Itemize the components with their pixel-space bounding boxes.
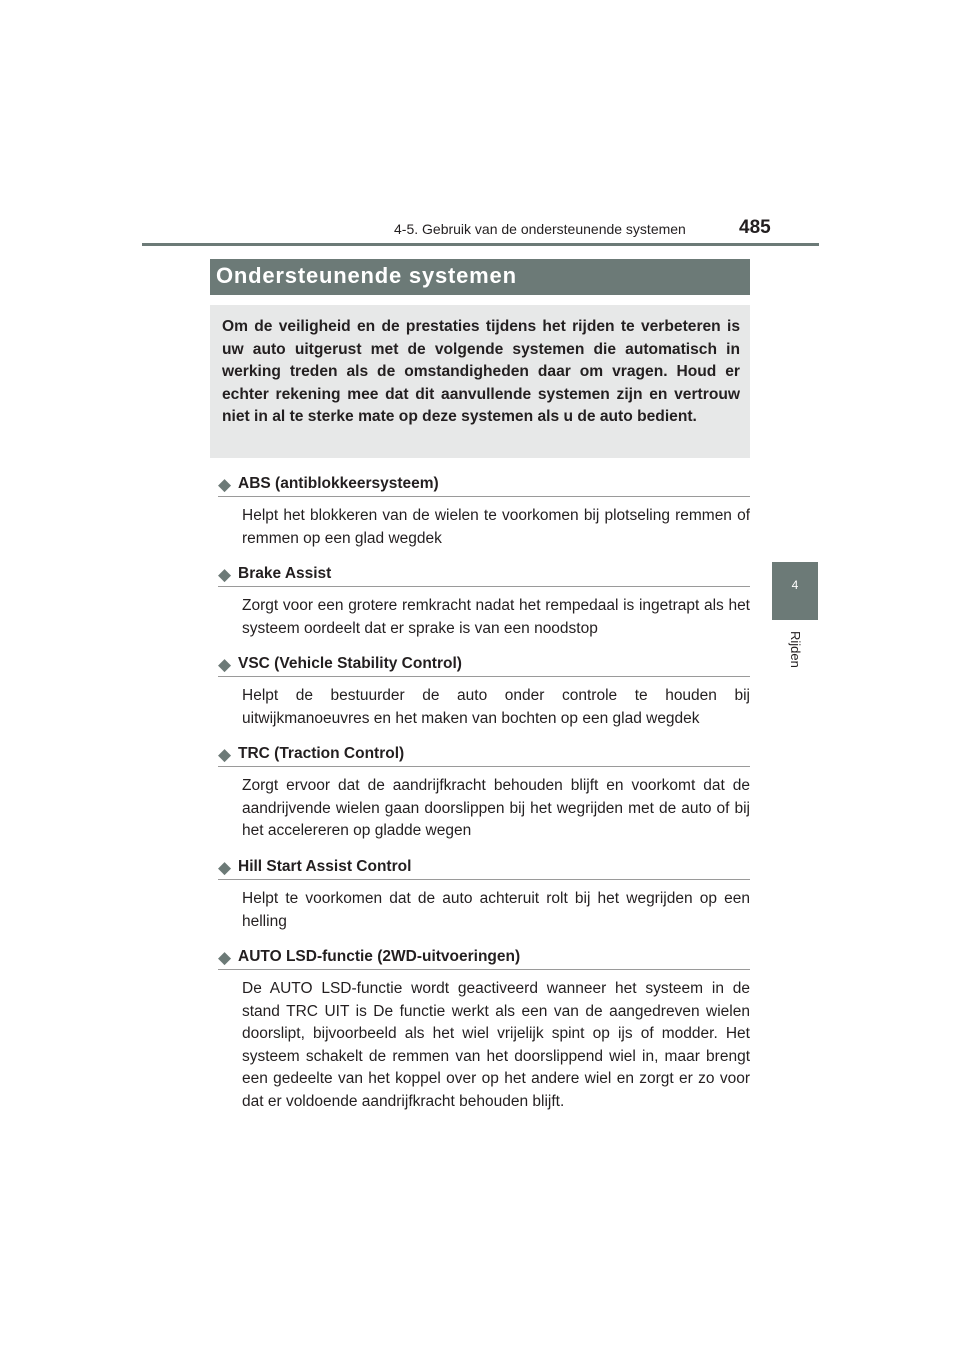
item-description: Helpt de bestuurder de auto onder controle te houden bij uitwijkmanoeuvres en het maken van bochten op een glad wegdek: [242, 687, 750, 727]
item-heading-row: [218, 945, 750, 970]
diamond-bullet-icon: ◆: [218, 654, 232, 674]
item-heading-row: [218, 855, 750, 880]
section-title-bar: [210, 259, 750, 295]
list-item: [218, 742, 750, 843]
item-title: TRC (Traction Control): [238, 745, 405, 762]
item-heading-row: [218, 742, 750, 767]
item-title: Brake Assist: [238, 565, 332, 582]
item-description: Zorgt voor een grotere remkracht nadat het rempedaal is ingetrapt als het systeem oordeelt dat er sprake is van een noodstop: [242, 597, 750, 637]
chapter-section-header: 4-5. Gebruik van de ondersteunende systemen: [394, 221, 686, 237]
item-title: AUTO LSD-functie (2WD-uitvoeringen): [238, 948, 521, 965]
intro-box: [210, 305, 750, 458]
item-description: Helpt te voorkomen dat de auto achteruit rolt bij het wegrijden op een helling: [242, 890, 750, 930]
intro-text: Om de veiligheid en de prestaties tijdens het rijden te verbeteren is uw auto uitgerust met de volgende systemen die automatisch in werking treden als de omstandigheden daar om vragen. Houd er echter rekening mee dat dit aanvullende systemen zijn en vertrouw niet in al te sterke mate op deze systemen als u de auto bedient.: [222, 318, 740, 426]
chapter-tab-number: 4: [791, 578, 799, 592]
list-item: [218, 855, 750, 933]
header-divider: [142, 243, 819, 246]
list-item: [218, 472, 750, 550]
item-description: De AUTO LSD-functie wordt geactiveerd wanneer het systeem in de stand TRC UIT is De functie werkt als een van de aangedreven wielen doorslipt, bijvoorbeeld als het wiel vrijelijk spint op ijs of modder. Het systeem schakelt de remmen van het doorslippend wiel in, maar brengt een gedeelte van het koppel over op het andere wiel en zorgt er zo voor dat er voldoende aandrijfkracht behouden blijft.: [242, 980, 750, 1110]
section-title: Ondersteunende systemen: [216, 263, 517, 288]
diamond-bullet-icon: ◆: [218, 857, 232, 877]
item-heading-row: [218, 652, 750, 677]
item-description: Helpt het blokkeren van de wielen te voorkomen bij plotseling remmen of remmen op een glad wegdek: [242, 507, 750, 547]
item-description: Zorgt ervoor dat de aandrijfkracht behouden blijft en voorkomt dat de aandrijvende wielen gaan doorslippen bij het wegrijden met de auto of bij het accelereren op gladde wegen: [242, 777, 750, 840]
diamond-bullet-icon: ◆: [218, 474, 232, 494]
page-number: 485: [739, 217, 771, 238]
item-heading-row: [218, 472, 750, 497]
diamond-bullet-icon: ◆: [218, 947, 232, 967]
item-title: VSC (Vehicle Stability Control): [238, 655, 462, 672]
list-item: [218, 562, 750, 640]
diamond-bullet-icon: ◆: [218, 744, 232, 764]
chapter-tab-label: Rijden: [788, 631, 803, 668]
item-heading-row: [218, 562, 750, 587]
list-item: [218, 945, 750, 1136]
item-title: ABS (antiblokkeersysteem): [238, 475, 439, 492]
list-item: [218, 652, 750, 730]
system-list: [218, 472, 750, 1148]
item-title: Hill Start Assist Control: [238, 858, 412, 875]
chapter-tab: [772, 562, 818, 620]
diamond-bullet-icon: ◆: [218, 564, 232, 584]
